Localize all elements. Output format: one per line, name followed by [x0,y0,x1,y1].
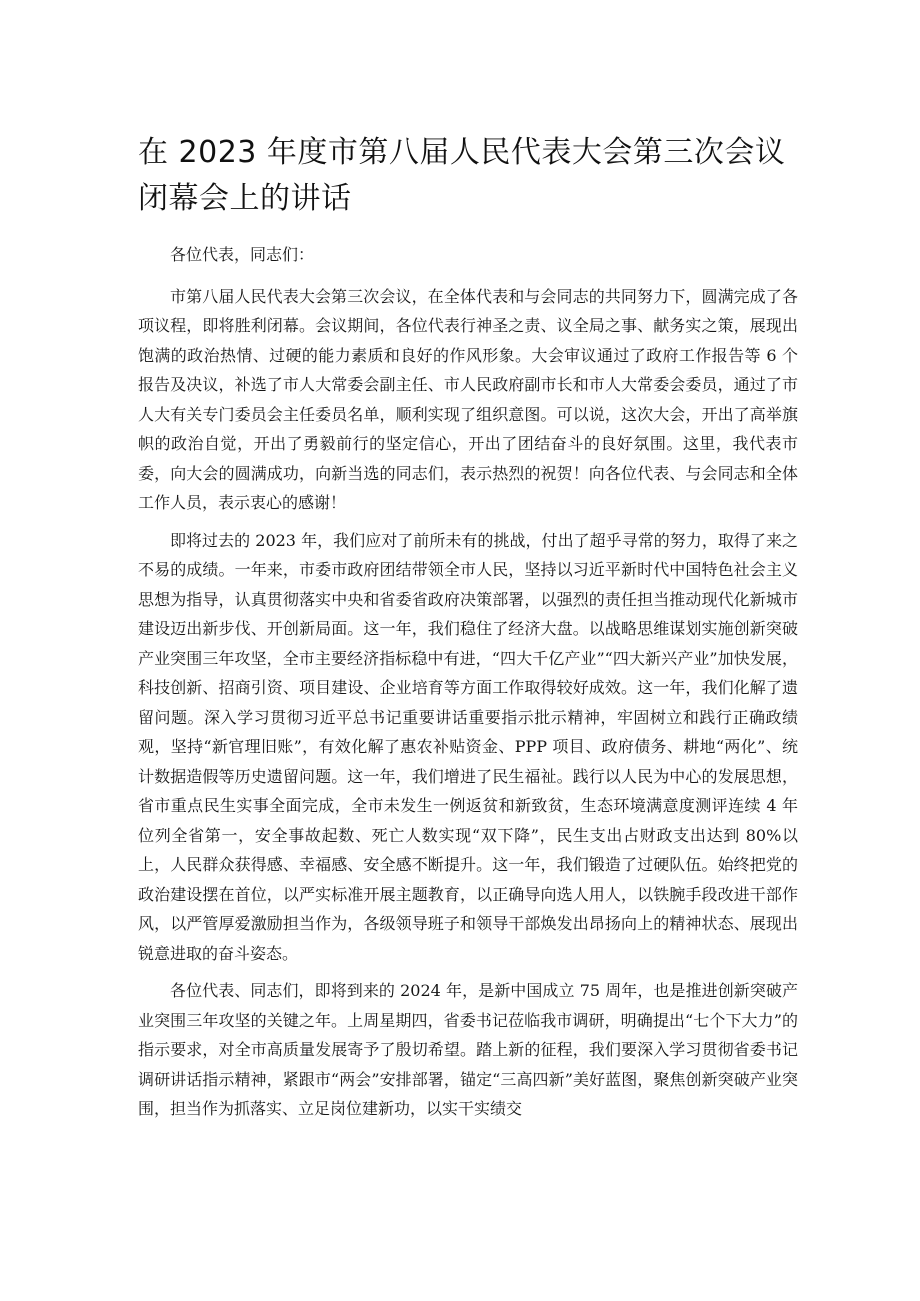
paragraph-1: 市第八届人民代表大会第三次会议，在全体代表和与会同志的共同努力下，圆满完成了各项议程，即将胜利闭幕。会议期间，各位代表行神圣之责、议全局之事、献务实之策，展现出饱满的政治热情、过硬的能力素质和良好的作风形象。大会审议通过了政府工作报告等 6 个报告及决议，补选了市人大常委会副主任、市人民政府副市长和市人大常委会委员，通过了市人大有关专门委员会主任委员名单，顺利实现了组织意图。可以说，这次大会，开出了高举旗帜的政治自觉，开出了勇毅前行的坚定信心，开出了团结奋斗的良好氛围。这里，我代表市委，向大会的圆满成功，向新当选的同志们，表示热烈的祝贺！向各位代表、与会同志和全体工作人员，表示衷心的感谢！ [138,286,798,512]
document-title: 在 2023 年度市第八届人民代表大会第三次会议闭幕会上的讲话 [138,135,786,216]
paragraph-3: 各位代表、同志们，即将到来的 2024 年，是新中国成立 75 周年，也是推进创新突破产业突围三年攻坚的关键之年。上周星期四，省委书记莅临我市调研，明确提出“七个下大力”的指示要求，对全市高质量发展寄予了殷切希望。踏上新的征程，我们要深入学习贯彻省委书记调研讲话指示精神，紧跟市“两会”安排部署，锚定“三高四新”美好蓝图，聚焦创新突破产业突围，担当作为抓落实、立足岗位建新功，以实干实绩交 [138,981,798,1118]
paragraph-2: 即将过去的 2023 年，我们应对了前所未有的挑战，付出了超乎寻常的努力，取得了来之不易的成绩。一年来，市委市政府团结带领全市人民，坚持以习近平新时代中国特色社会主义思想为指导，认真贯彻落实中央和省委省政府决策部署，以强烈的责任担当推动现代化新城市建设迈出新步伐、开创新局面。这一年，我们稳住了经济大盘。以战略思维谋划实施创新突破产业突围三年攻坚，全市主要经济指标稳中有进，“四大千亿产业”“四大新兴产业”加快发展，科技创新、招商引资、项目建设、企业培育等方面工作取得较好成效。这一年，我们化解了遗留问题。深入学习贯彻习近平总书记重要讲话重要指示批示精神，牢固树立和践行正确政绩观，坚持“新官理旧账”，有效化解了惠农补贴资金、PPP 项目、政府债务、耕地“两化”、统计数据造假等历史遗留问题。这一年，我们增进了民生福祉。践行以人民为中心的发展思想，省市重点民生实事全面完成，全市未发生一例返贫和新致贫，生态环境满意度测评连续 4 年位列全省第一，安全事故起数、死亡人数实现“双下降”，民生支出占财政支出达到 80%以上，人民群众获得感、幸福感、安全感不断提升。这一年，我们锻造了过硬队伍。始终把党的政治建设摆在首位，以严实标准开展主题教育，以正确导向选人用人，以铁腕手段改进干部作风，以严管厚爱激励担当作为，各级领导班子和领导干部焕发出昂扬向上的精神状态、展现出锐意进取的奋斗姿态。 [138,530,798,963]
salutation: 各位代表，同志们： [170,245,315,264]
document-body [138,240,798,1132]
